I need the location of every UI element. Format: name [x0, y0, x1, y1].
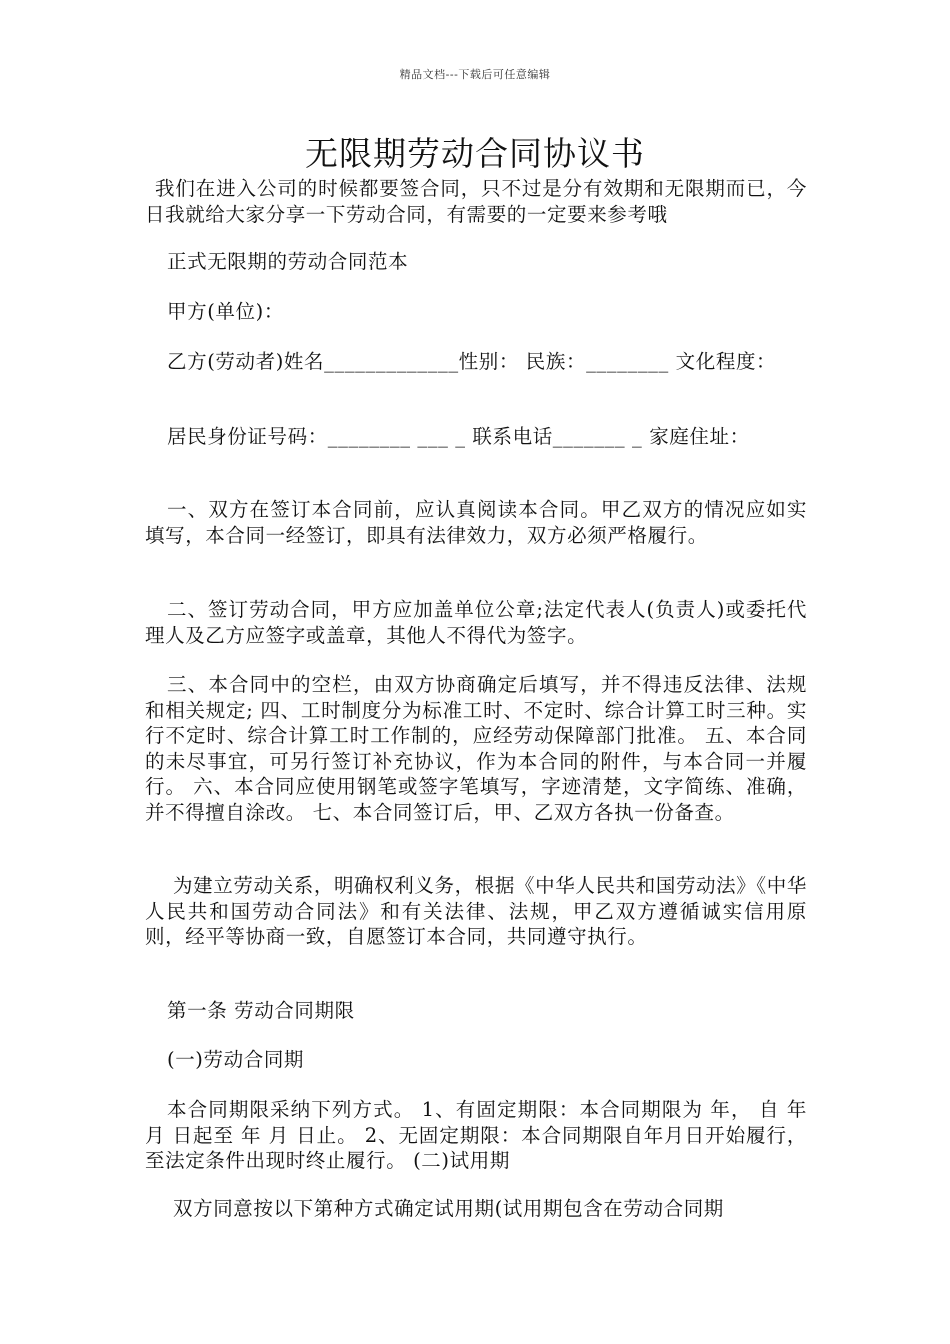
article-1-heading: 第一条 劳动合同期限 [167, 999, 355, 1022]
clause-3-paragraph: 三、本合同中的空栏，由双方协商确定后填写，并不得违反法律、法规和相关规定; 四、工时制度分为标准工时、不定时、综合计算工时三种。实行不定时、综合计算工时工作制的，应经劳动保障部门批准。 五、本合同的未尽事宜，可另行签订补充协议，作为本合同的附件，与本合同一并履行。 六、本合同应使用钢笔或签字笔填写，字迹清楚，文字简练、准确，并不得擅自涂改。 七、本合同签订后，甲、乙双方各执一份备查。 [145, 673, 807, 824]
clause-1-paragraph: 一、双方在签订本合同前，应认真阅读本合同。甲乙双方的情况应如实填写，本合同一经签订，即具有法律效力，双方必须严格履行。 [145, 498, 807, 547]
preamble-paragraph: 为建立劳动关系，明确权利义务，根据《中华人民共和国劳动法》《中华人民共和国劳动合同法》和有关法律、法规，甲乙双方遵循诚实信用原则，经平等协商一致，自愿签订本合同，共同遵守执行。 [145, 874, 807, 948]
id-contact-line: 居民身份证号码：________ ___ _ 联系电话_______ _ 家庭住址： [167, 425, 750, 448]
sub-section-1-heading: (一)劳动合同期 [167, 1048, 305, 1071]
term-paragraph: 本合同期限采纳下列方式。 1、有固定期限：本合同期限为 年， 自 年 月 日起至 年 月 日止。 2、无固定期限：本合同期限自年月日开始履行，至法定条件出现时终止履行。 (二)试用期 [145, 1098, 807, 1172]
intro-paragraph: 我们在进入公司的时候都要签合同，只不过是分有效期和无限期而已，今日我就给大家分享一下劳动合同，有需要的一定要来参考哦 [145, 177, 807, 226]
document-title: 无限期劳动合同协议书 [305, 134, 645, 173]
form-title-paragraph: 正式无限期的劳动合同范本 [167, 250, 409, 273]
trial-paragraph: 双方同意按以下第种方式确定试用期(试用期包含在劳动合同期 [173, 1197, 724, 1220]
clause-2-paragraph: 二、签订劳动合同，甲方应加盖单位公章;法定代表人(负责人)或委托代理人及乙方应签字或盖章，其他人不得代为签字。 [145, 598, 807, 647]
header-note: 精品文档---下载后可任意编辑 [399, 68, 551, 81]
party-a-line: 甲方(单位)： [167, 300, 284, 323]
party-b-line: 乙方(劳动者)姓名_____________性别： 民族：________ 文化程度： [167, 350, 777, 373]
